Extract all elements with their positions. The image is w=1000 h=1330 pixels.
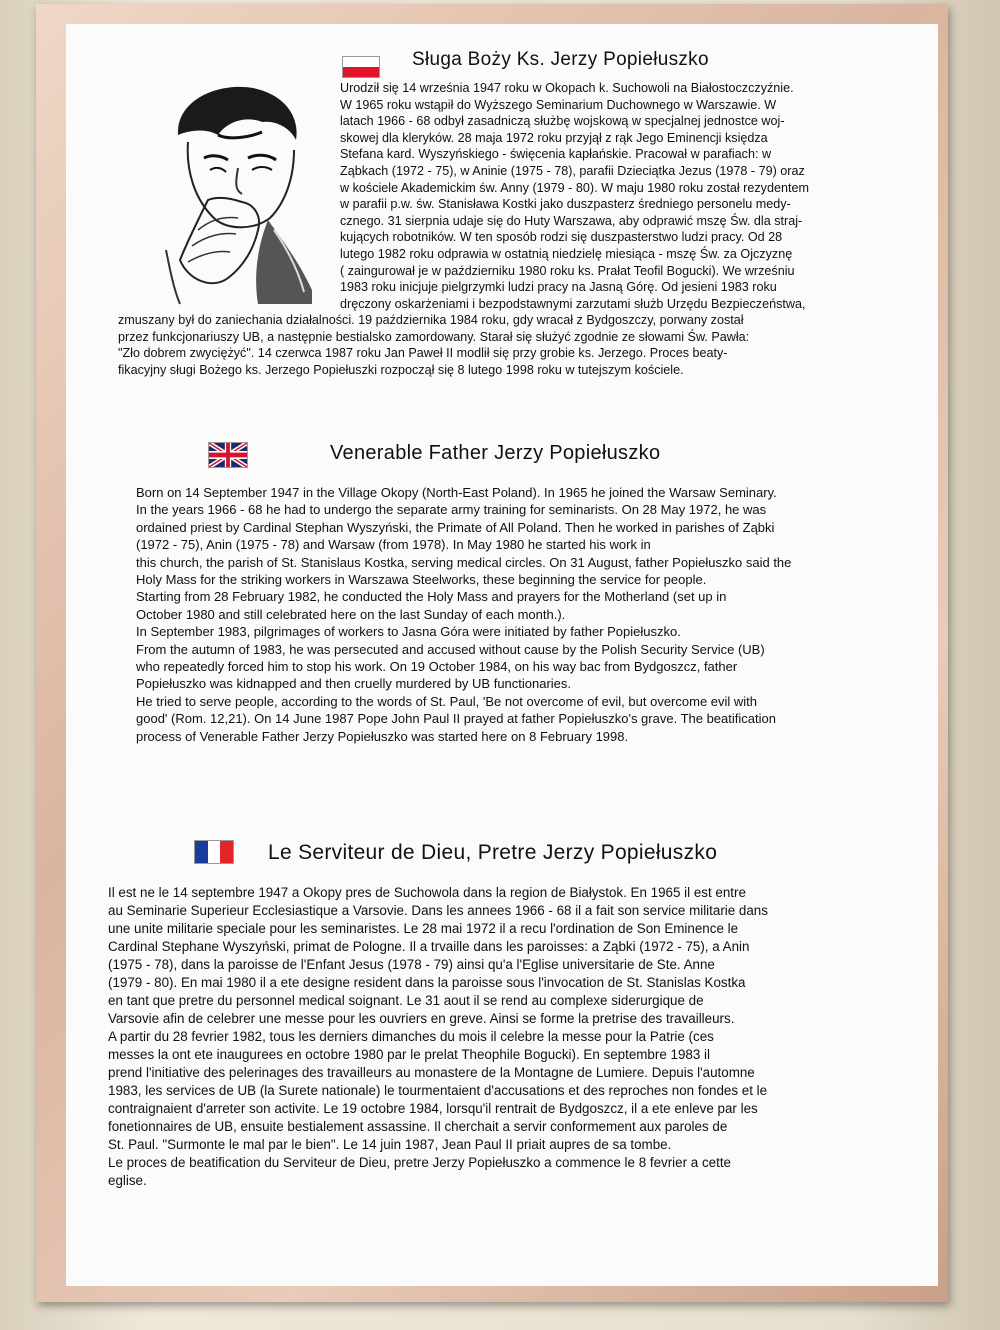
text-line: In the years 1966 - 68 he had to undergo the separate army training for seminarists. On 28 May 1972, he was — [136, 502, 767, 518]
text-line: prend l'initiative des pelerinages des travailleurs au monastere de la Montagne de Lumiere. Depuis l'automne — [108, 1065, 755, 1080]
text-line: St. Paul. "Surmonte le mal par le bien". Le 14 juin 1987, Jean Paul II priait aupres de sa tombe. — [108, 1137, 672, 1152]
text-line: fonetionnaires de UB, ensuite bestialement assassine. Il cherchait a servir conformement aux paroles de — [108, 1119, 728, 1134]
polish-flag-icon — [342, 56, 380, 78]
text-line: Varsovie afin de celebrer une messe pour les ouvriers en greve. Ainsi se forme la pretrise des travailleurs. — [108, 1011, 735, 1026]
polish-paragraph-continued — [118, 312, 878, 378]
text-line: Le proces de beatification du Serviteur de Dieu, pretre Jerzy Popiełuszko a commence le 8 fevrier a cette — [108, 1155, 731, 1170]
text-line: fikacyjny sługi Bożego ks. Jerzego Popiełuszki rozpoczął się 8 lutego 1998 roku w tutejszym kościele. — [118, 362, 684, 377]
polish-paragraph — [340, 80, 870, 312]
text-line: A partir du 28 fevrier 1982, tous les derniers dimanches du mois il celebre la messe pour la Patrie (ces — [108, 1029, 714, 1044]
text-line: 1983 roku inicjuje pielgrzymki ludzi pracy na Jasną Górę. Od jesieni 1983 roku — [340, 280, 777, 295]
text-line: who repeatedly forced him to stop his work. On 19 October 1984, on his way bac from Bydgoszcz, father — [136, 659, 738, 675]
text-line: dręczony oskarżeniami i bezpodstawnymi zarzutami służb Urzędu Bezpieczeństwa, — [340, 296, 806, 311]
text-line: (1972 - 75), Anin (1975 - 78) and Warsaw (from 1978). In May 1980 he started his work in — [136, 537, 651, 553]
text-line: w kościele Akademickim św. Anny (1979 - 80). W maju 1980 roku został rezydentem — [340, 180, 809, 195]
text-line: cznego. 31 sierpnia udaje się do Huty Warszawa, aby odprawić mszę Św. dla straj- — [340, 213, 803, 228]
text-line: przez funkcjonariuszy UB, a następnie bestialsko zamordowany. Starał się służyć zgodnie ze słowami Św. Pawła: — [118, 329, 750, 344]
text-line: Born on 14 September 1947 in the Village Okopy (North-East Poland). In 1965 he joined the Warsaw Seminary. — [136, 485, 777, 500]
text-line: lutego 1982 roku odprawia w ostatnią niedzielę miesiąca - mszę Św. za Ojczyznę — [340, 246, 793, 261]
text-line: W 1965 roku wstąpił do Wyższego Seminarium Duchownego w Warszawie. W — [340, 97, 777, 112]
text-line: In September 1983, pilgrimages of workers to Jasna Góra were initiated by father Popiełuszko. — [136, 624, 681, 640]
text-line: process of Venerable Father Jerzy Popiełuszko was started here on 8 February 1998. — [136, 728, 629, 744]
uk-flag-icon — [208, 442, 248, 468]
text-line: skowej dla kleryków. 28 maja 1972 roku przyjął z rąk Jego Eminencji księdza — [340, 130, 768, 145]
text-line: Urodził się 14 września 1947 roku w Okopach k. Suchowoli na Białostoczczyźnie. — [340, 81, 794, 95]
text-line: latach 1966 - 68 odbył zasadniczą służbę wojskową w specjalnej jednostce woj- — [340, 114, 785, 129]
text-line: Starting from 28 February 1982, he conducted the Holy Mass and prayers for the Motherland (set up in — [136, 589, 727, 605]
text-line: une unite militarie speciale pour les seminaristes. Le 28 mai 1972 il a recu l'ordination de Son Eminence le — [108, 921, 739, 936]
polish-section-title: Sługa Boży Ks. Jerzy Popiełuszko — [412, 49, 709, 70]
text-line: messes la ont ete inaugurees en octobre 1980 par le prelat Theophile Bogucki). En septembre 1983 il — [108, 1047, 710, 1062]
text-line: "Zło dobrem zwyciężyć". 14 czerwca 1987 roku Jan Paweł II modlił się przy grobie ks. Jerzego. Proces beaty- — [118, 346, 728, 361]
text-line: October 1980 and still celebrated here on the last Sunday of each month.). — [136, 606, 566, 622]
english-paragraph — [136, 484, 886, 745]
french-flag-icon — [194, 840, 234, 864]
french-section-title: Le Serviteur de Dieu, Pretre Jerzy Popiełuszko — [268, 841, 718, 864]
text-line: zmuszany był do zaniechania działalności. 19 października 1984 roku, gdy wracał z Bydgoszczy, porwany został — [118, 313, 744, 327]
text-line: He tried to serve people, according to the words of St. Paul, 'Be not overcome of evil, but overcome evil with — [136, 693, 758, 709]
french-paragraph — [108, 884, 878, 1190]
text-line: 1983, les services de UB (la Surete nationale) le tourmentaient d'accusations et des reproches non fondes et le — [108, 1083, 768, 1098]
text-line: au Seminarie Superieur Ecclesiastique a Varsovie. Dans les annees 1966 - 68 il a fait son service militarie dans — [108, 903, 768, 918]
text-line: kujących robotników. W ten sposób rodzi się duszpasterstwo ludzi pracy. Od 28 — [340, 230, 783, 245]
text-line: this church, the parish of St. Stanislaus Kostka, serving medical circles. On 31 August, father Popiełuszko said the — [136, 554, 792, 570]
text-line: Stefana kard. Wyszyńskiego - święcenia kapłańskie. Pracował w parafiach: w — [340, 147, 772, 162]
text-line: (1975 - 78), dans la paroisse de l'Enfant Jesus (1978 - 79) ainsi qu'a l'Eglise universitarie de Ste. Anne — [108, 957, 715, 972]
text-line: ( zaingurował je w październiku 1980 roku ks. Prałat Teofil Bogucki). We wrześniu — [340, 263, 795, 278]
text-line: From the autumn of 1983, he was persecuted and accused without cause by the Polish Security Service (UB) — [136, 641, 765, 657]
english-section-title: Venerable Father Jerzy Popiełuszko — [330, 442, 661, 464]
text-line: Popiełuszko was kidnapped and then cruelly murdered by UB functionaries. — [136, 676, 572, 692]
text-line: Cardinal Stephane Wyszyński, primat de Pologne. Il a trvaille dans les paroisses: a Ząbki (1972 - 75), a Anin — [108, 939, 750, 954]
text-line: Il est ne le 14 septembre 1947 a Okopy pres de Suchowola dans la region de Białystok. En 1965 il est entre — [108, 885, 746, 900]
text-line: w parafii p.w. św. Stanisława Kostki jako duszpasterz średniego personelu medy- — [340, 197, 791, 212]
text-line: Holy Mass for the striking workers in Warszawa Steelworks, these beginning the service for people. — [136, 572, 707, 588]
text-line: ordained priest by Cardinal Stephan Wyszyński, the Primate of All Poland. Then he worked in parishes of Ząbki — [136, 519, 775, 535]
text-line: eglise. — [108, 1173, 147, 1188]
portrait-drawing — [158, 80, 318, 306]
text-line: good' (Rom. 12,21). On 14 June 1987 Pope John Paul II prayed at father Popiełuszko's grave. The beatification — [136, 711, 776, 727]
text-line: Ząbkach (1972 - 75), w Aninie (1975 - 78), parafii Dzieciątka Jezus (1978 - 79) oraz — [340, 163, 805, 178]
text-line: contraignaient d'arreter son activite. Le 19 octobre 1984, lorsqu'il rentrait de Bydgoszcz, il a ete enleve par les — [108, 1101, 758, 1116]
text-line: en tant que pretre du personnel medical soignant. Le 31 aout il se rend au complexe siderurgique de — [108, 993, 704, 1008]
text-line: (1979 - 80). En mai 1980 il a ete designe resident dans la paroisse sous l'invocation de St. Stanislas Kostka — [108, 975, 746, 990]
